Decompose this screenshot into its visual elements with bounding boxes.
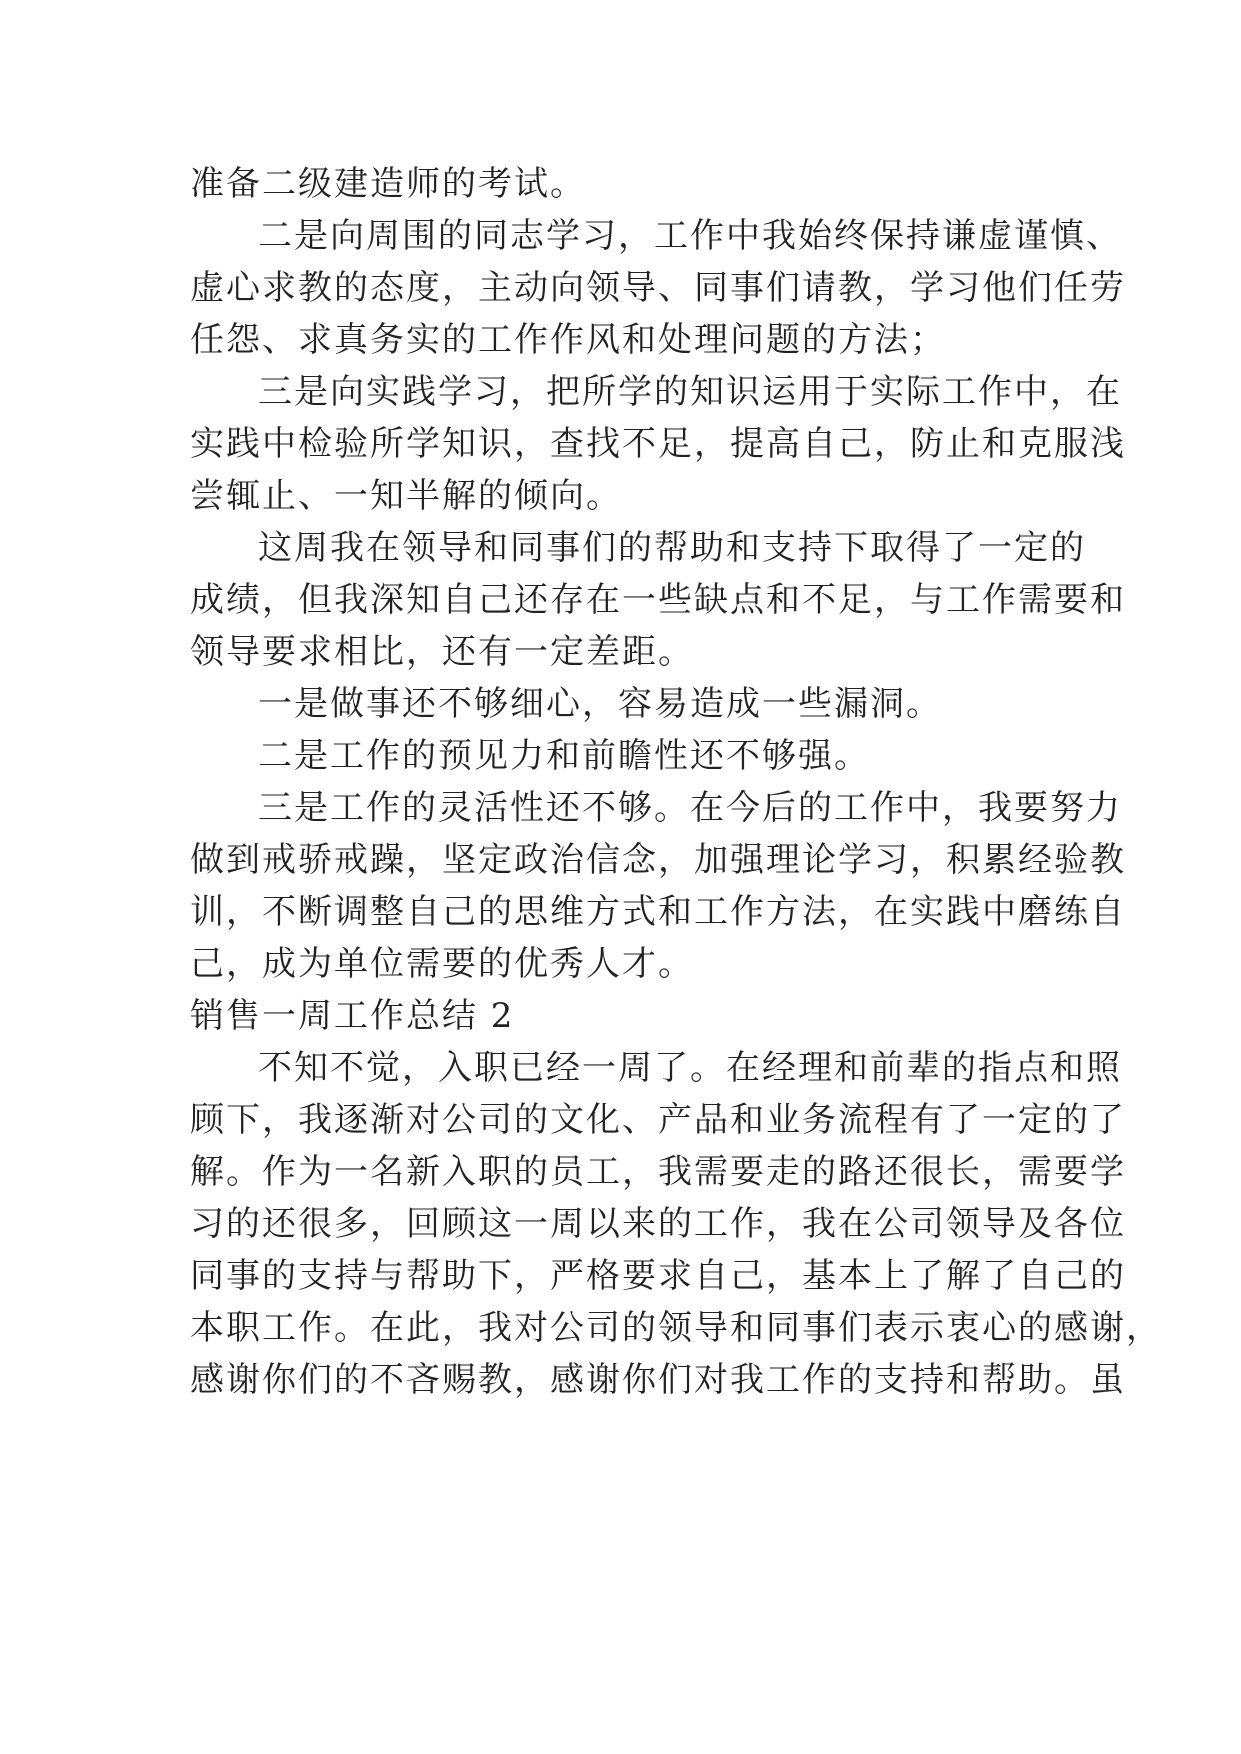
text-line: 任怨、求真务实的工作作风和处理问题的方法； xyxy=(190,320,946,360)
text-line: 二是向周围的同志学习，工作中我始终保持谦虚谨慎、 xyxy=(258,216,1122,256)
text-line: 准备二级建造师的考试。 xyxy=(190,164,586,204)
text-line: 解。作为一名新入职的员工，我需要走的路还很长，需要学 xyxy=(190,1152,1126,1192)
text-line: 训，不断调整自己的思维方式和工作方法，在实践中磨练自 xyxy=(190,892,1126,932)
text-line: 二是工作的预见力和前瞻性还不够强。 xyxy=(258,736,870,776)
text-line: 做到戒骄戒躁，坚定政治信念，加强理论学习，积累经验教 xyxy=(190,840,1126,880)
text-line: 习的还很多，回顾这一周以来的工作，我在公司领导及各位 xyxy=(190,1204,1126,1244)
text-line: 己，成为单位需要的优秀人才。 xyxy=(190,944,694,984)
text-line: 感谢你们的不吝赐教，感谢你们对我工作的支持和帮助。虽 xyxy=(190,1360,1126,1400)
text-line: 同事的支持与帮助下，严格要求自己，基本上了解了自己的 xyxy=(190,1256,1126,1296)
text-line: 本职工作。在此，我对公司的领导和同事们表示衷心的感谢， xyxy=(190,1308,1162,1348)
text-line: 三是向实践学习，把所学的知识运用于实际工作中，在 xyxy=(258,372,1122,412)
text-line: 这周我在领导和同事们的帮助和支持下取得了一定的 xyxy=(258,528,1086,568)
text-line: 实践中检验所学知识，查找不足，提高自己，防止和克服浅 xyxy=(190,424,1126,464)
section-heading: 销售一周工作总结 2 xyxy=(190,996,515,1036)
text-line: 尝辄止、一知半解的倾向。 xyxy=(190,476,622,516)
text-line: 不知不觉，入职已经一周了。在经理和前辈的指点和照 xyxy=(258,1048,1122,1088)
text-line: 顾下，我逐渐对公司的文化、产品和业务流程有了一定的了 xyxy=(190,1100,1126,1140)
text-line: 领导要求相比，还有一定差距。 xyxy=(190,632,694,672)
text-line: 虚心求教的态度，主动向领导、同事们请教，学习他们任劳 xyxy=(190,268,1126,308)
document-body xyxy=(190,158,1162,1406)
text-line: 一是做事还不够细心，容易造成一些漏洞。 xyxy=(258,684,942,724)
text-line: 成绩，但我深知自己还存在一些缺点和不足，与工作需要和 xyxy=(190,580,1126,620)
text-line: 三是工作的灵活性还不够。在今后的工作中，我要努力 xyxy=(258,788,1122,828)
